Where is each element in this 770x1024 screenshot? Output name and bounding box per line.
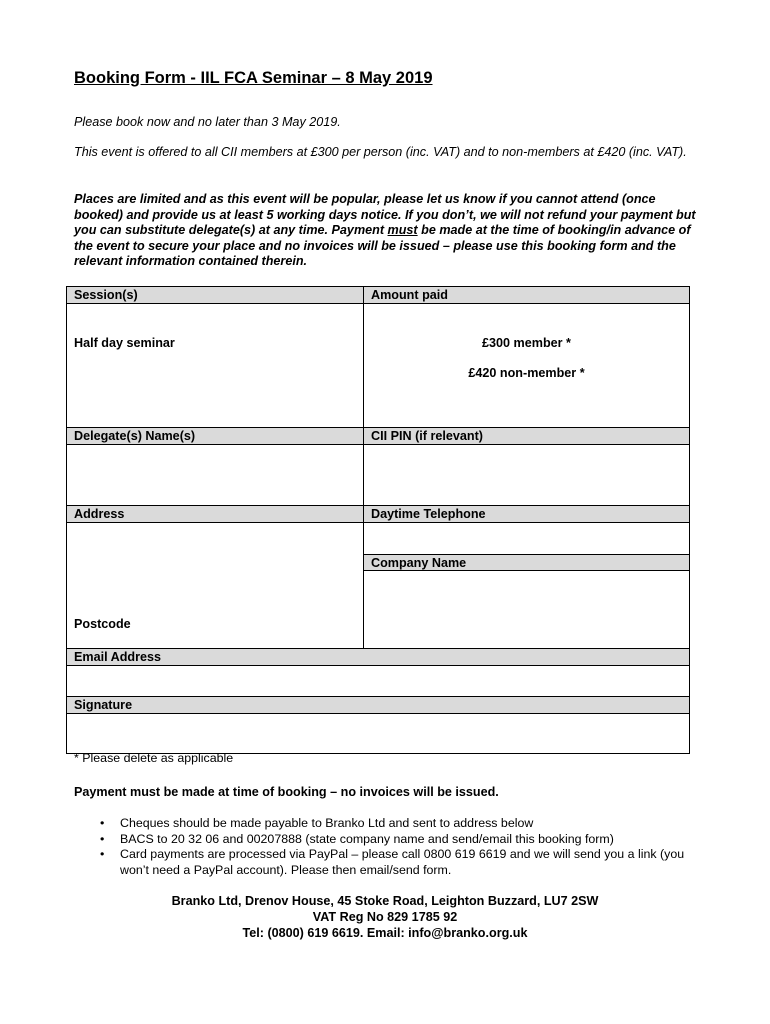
- address-header: Address: [67, 506, 364, 523]
- phone-header: Daytime Telephone: [364, 506, 690, 523]
- deadline-text: Please book now and no later than 3 May 2019.: [74, 115, 341, 129]
- list-item: [100, 847, 700, 878]
- terms-text-end: be made at the time of booking/in advance of the event to secure your place and no invoices will be issued – please use this booking form and the relevant information contained therein.: [74, 223, 691, 268]
- session-value: Half day seminar: [74, 336, 175, 350]
- list-item-text: BACS to 20 32 06 and 00207888 (state company name and send/email this booking form): [120, 831, 614, 846]
- email-field[interactable]: [67, 666, 690, 697]
- delegates-header: Delegate(s) Name(s): [67, 428, 364, 445]
- right-panel: [364, 523, 690, 649]
- list-item-text: Card payments are processed via PayPal – please call 0800 619 6619 and we will send you a link (you won’t need a PayPal account). Please then email/send form.: [120, 847, 685, 877]
- postcode-label: Postcode: [74, 617, 131, 631]
- signature-header: Signature: [67, 697, 690, 714]
- amount-nonmember: £420 non-member *: [468, 366, 585, 380]
- session-cell[interactable]: [67, 304, 364, 428]
- bullet-icon: •: [100, 847, 105, 861]
- page-title: Booking Form - IIL FCA Seminar – 8 May 2019: [74, 69, 433, 87]
- payment-heading: Payment must be made at time of booking – no invoices will be issued.: [74, 785, 499, 799]
- payment-options-list: [100, 816, 700, 878]
- footer-address: Branko Ltd, Drenov House, 45 Stoke Road, Leighton Buzzard, LU7 2SW: [171, 894, 599, 908]
- company-header: Company Name: [364, 554, 689, 571]
- cii-pin-field[interactable]: [364, 445, 690, 506]
- terms-text: [74, 192, 696, 270]
- bullet-icon: •: [100, 831, 105, 846]
- amount-member: £300 member *: [482, 336, 571, 350]
- address-field[interactable]: [67, 523, 364, 649]
- phone-field[interactable]: [364, 523, 689, 554]
- company-footer: [70, 893, 700, 941]
- footer-vat: VAT Reg No 829 1785 92: [312, 910, 458, 924]
- amount-header: Amount paid: [364, 287, 690, 304]
- email-header: Email Address: [67, 649, 690, 666]
- terms-text-start: Places are limited and as this event will be popular, please let us know if you cannot attend (once booked) and provide us at least 5 working days notice. If you don’t, we will not refund your payment but you can substitute delegate(s) at any time. Payment: [74, 192, 696, 237]
- terms-must-emphasis: must: [387, 223, 418, 237]
- signature-field[interactable]: [67, 714, 690, 754]
- delete-note: * Please delete as applicable: [74, 751, 234, 765]
- footer-contact: Tel: (0800) 619 6619. Email: info@branko.org.uk: [242, 926, 528, 940]
- delegates-field[interactable]: [67, 445, 364, 506]
- list-item: [100, 832, 700, 848]
- sessions-header: Session(s): [67, 287, 364, 304]
- list-item-text: Cheques should be made payable to Branko Ltd and sent to address below: [120, 816, 534, 830]
- bullet-icon: •: [100, 816, 105, 830]
- booking-form-table: [66, 286, 690, 754]
- cii-pin-header: CII PIN (if relevant): [364, 428, 690, 445]
- pricing-text: This event is offered to all CII members at £300 per person (inc. VAT) and to non-members at £420 (inc. VAT).: [74, 145, 687, 159]
- amount-cell[interactable]: [364, 304, 690, 428]
- list-item: [100, 816, 700, 832]
